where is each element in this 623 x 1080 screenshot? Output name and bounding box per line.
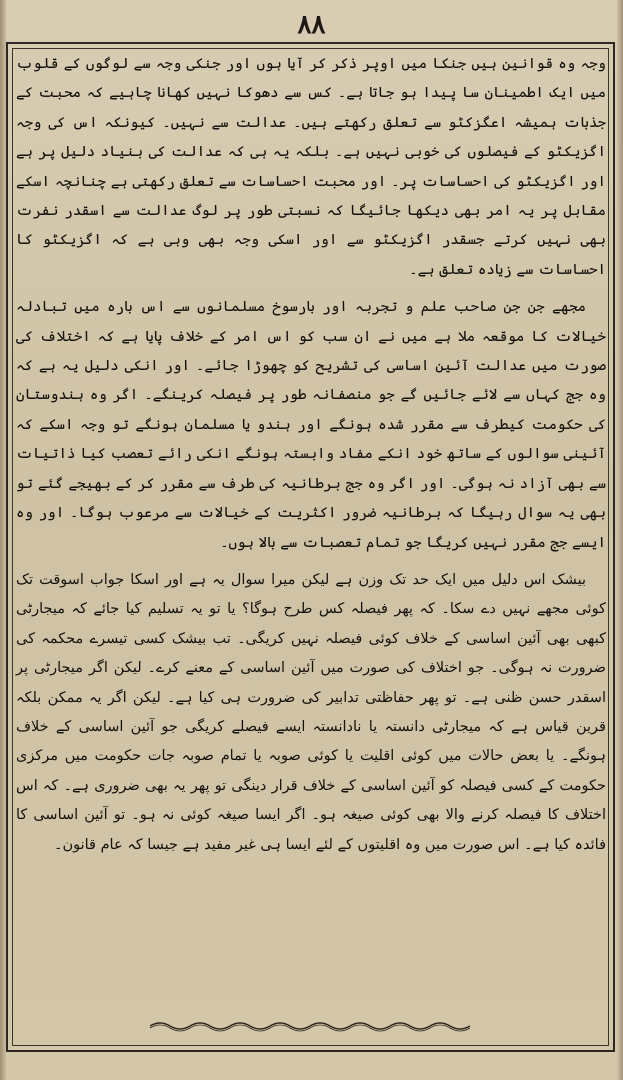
page-edge-right	[617, 0, 623, 1080]
end-flourish-ornament	[150, 1020, 470, 1032]
body-text	[16, 50, 606, 860]
page-number: ۸۸	[297, 10, 326, 40]
paragraph-3: بیشک اس دلیل میں ایک حد تک وزن ہے لیکن میرا سوال یہ ہے اور اسکا جواب اسوقت تک کوئی مجھے نہیں دے سکا۔ کہ پھر فیصلہ کس طرح ہوگا؟ یا تو یہ تسلیم کیا جائے کہ میجارٹی کبھی بھی آئین اساسی کے خلاف کوئی فیصلہ نہیں کریگی۔ تب بیشک کسی تیسرے محکمہ کی ضرورت نہ ہوگی۔ جو اختلاف کی صورت میں آئین اساسی کے معنے کرے۔ لیکن اگر میجارٹی پر اسقدر حسن ظنی ہے۔ تو پھر حفاظتی تدابیر کی ضرورت ہی کیا ہے۔ لیکن اگر یہ ممکن بلکہ قرین قیاس ہے کہ میجارٹی دانستہ یا نادانستہ ایسے فیصلے کریگی جو آئین اساسی کے خلاف ہونگے۔ یا بعض حالات میں کوئی اقلیت یا کوئی صوبہ یا تمام صوبہ جات حکومت میں مرکزی حکومت کے کسی فیصلہ کو آئین اساسی کے خلاف قرار دینگی تو پھر یہ بھی ضروری ہے۔ کہ اس اختلاف کا فیصلہ کرنے والا بھی کوئی صیغہ ہو۔ اگر ایسا صیغہ کوئی نہ ہو۔ تو آئین اساسی کا فائدہ کیا ہے۔ اس صورت میں وہ اقلیتوں کے لئے ایسا ہی غیر مفید ہے جیسا کہ عام قانون۔	[16, 571, 606, 853]
paragraph-1: وجہ وہ قوانین ہیں جنکا میں اوپر ذکر کر آیا ہوں اور جنکی وجہ سے لوگوں کے قلوب میں ایک اطمینان سا پیدا ہو جاتا ہے۔ کس سے دھوکا نہیں کھانا چاہیے کہ محبت کے جذبات ہمیشہ اعگزکٹو سے تعلق رکھتے ہیں۔ عدالت سے نہیں۔ کیونکہ اس کی وجہ اگزیکٹو کے فیصلوں کی خوبی نہیں ہے۔ بلکہ یہ ہی کہ عدالت کی بنیاد دلیل پر ہے اور اگزیکٹو کی احساسات پر۔ اور محبت احساسات سے تعلق رکھتی ہے چنانچہ اسکے مقابل پر یہ امر بھی دیکھا جائیگا کہ نسبتی طور پر لوگ عدالت سے اسقدر نفرت بھی نہیں کرتے جسقدر اگزیکٹو سے اور اسکی وجہ بھی وہی ہے کہ اگزیکٹو کا احساسات سے زیادہ تعلق ہے۔	[16, 56, 606, 278]
paragraph-2: مجھے جن جن صاحب علم و تجربہ اور بارسوخ مسلمانوں سے اس بارہ میں تبادلہ خیالات کا موقعہ ملا ہے میں نے ان سب کو اس امر کے خلاف پایا ہے کہ اختلاف کی صورت میں عدالت آئین اساسی کی تشریح کو چھوڑا جائے۔ اور انکی دلیل یہ ہے کہ وہ جج کہاں سے لائے جائیں گے جو منصفانہ طور پر فیصلہ کرینگے۔ اگر وہ ہندوستان کی حکومت کیطرف سے مقرر شدہ ہونگے اور ہندو یا مسلمان ہونگے تو وجہ اسکے کہ آئینی سوالوں کے ساتھ خود انکے مفاد وابستہ ہونگے انکی رائے تعصب کیا ذاتیات سے بھی آزاد نہ ہوگی۔ اور اگر وہ جج برطانیہ کی طرف سے مقرر کر کے بھیجے گئے تو بھی یہ سوال رہیگا کہ برطانیہ ضرور اکثریت کے خیالات سے مرعوب ہوگا۔ اور وہ ایسے جج مقرر نہیں کریگا جو تمام تعصبات سے بالا ہوں۔	[16, 299, 606, 551]
